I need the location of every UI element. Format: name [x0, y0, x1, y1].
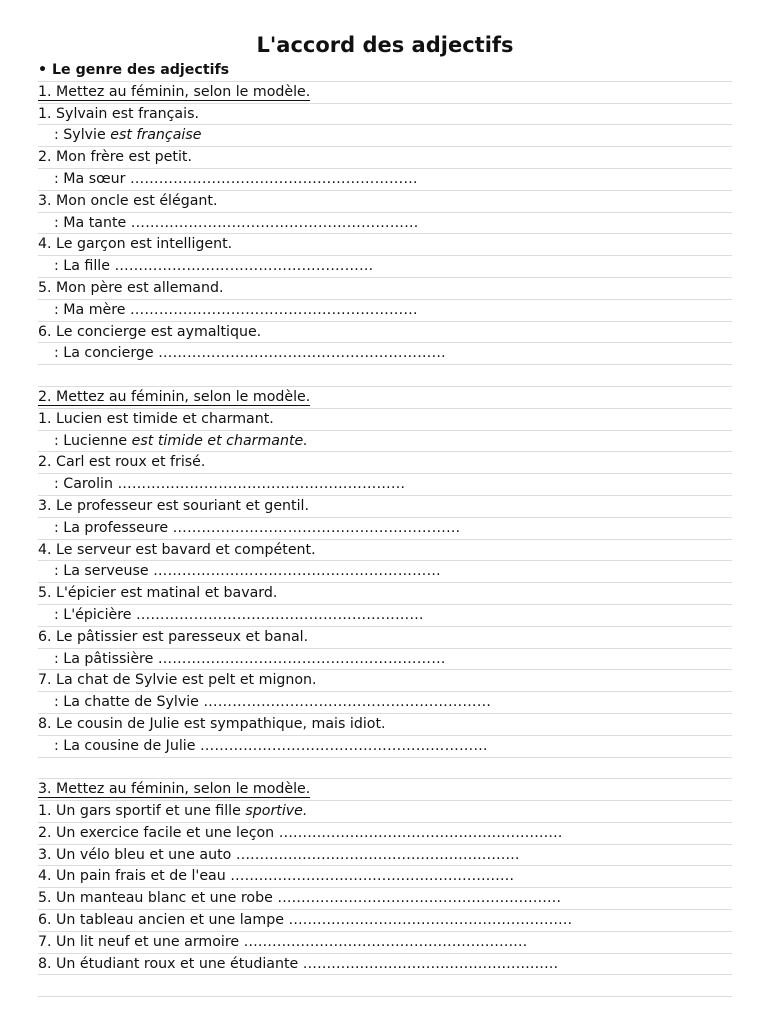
exercise-line: 6. Un tableau ancien et une lampe …………………………………………………… — [38, 910, 732, 932]
line-prefix: : Carolin — [54, 476, 118, 493]
exercise-heading — [38, 387, 732, 409]
answer-line — [38, 518, 732, 540]
exercise-line: 8. Un étudiant roux et une étudiante ……………………………………………… — [38, 954, 732, 976]
exercise-line: 5. Mon père est allemand. — [38, 278, 732, 300]
blank-dots: …………………………………………………… — [130, 214, 419, 231]
exercise-heading — [38, 82, 732, 104]
answer-line — [38, 736, 732, 758]
answer-line — [38, 125, 732, 147]
line-prefix: : Lucienne — [54, 432, 132, 449]
exercise-heading-text: 3. Mettez au féminin, selon le modèle. — [38, 781, 311, 798]
exercise-heading-text: 1. Mettez au féminin, selon le modèle. — [38, 83, 311, 100]
line-prefix: : La cousine de Julie — [54, 737, 200, 754]
answer-line — [38, 649, 732, 671]
line-prefix: : La fille — [54, 258, 115, 275]
blank-dots: …………………………………………………… — [172, 519, 461, 536]
line-prefix: : La professeure — [54, 519, 173, 536]
line-prefix: : Ma mère — [54, 301, 131, 318]
line-prefix: : La concierge — [54, 345, 159, 362]
answer-line — [38, 692, 732, 714]
page-title: L'accord des adjectifs — [256, 33, 514, 57]
exercise-heading — [38, 779, 732, 801]
exercise-line: 5. Un manteau blanc et une robe …………………………………………………… — [38, 888, 732, 910]
blank-dots: …………………………………………………… — [158, 345, 446, 362]
answer-line — [38, 169, 732, 191]
exercise-lines — [38, 60, 732, 997]
line-prefix: : Sylvie — [54, 127, 111, 144]
blank-dots: …………………………………………………… — [129, 170, 418, 187]
line-prefix: : La pâtissière — [54, 650, 158, 667]
exercise-line: 3. Mon oncle est élégant. — [38, 191, 732, 213]
blank-dots: …………………………………………………… — [153, 563, 441, 580]
exercise-line: 7. La chat de Sylvie est pelt et mignon. — [38, 670, 732, 692]
answer-line — [38, 256, 732, 278]
line-prefix: 1. Un gars sportif et une fille — [38, 803, 246, 820]
line-prefix: : Ma tante — [54, 214, 131, 231]
model-answer: est française — [110, 127, 202, 144]
answer-line — [38, 431, 732, 453]
exercise-line: 6. Le concierge est aymaltique. — [38, 322, 732, 344]
empty-line — [38, 975, 732, 997]
answer-line — [38, 343, 732, 365]
blank-dots: …………………………………………………… — [199, 737, 488, 754]
blank-dots: ……………………………………………… — [114, 258, 374, 275]
exercise-heading-text: 2. Mettez au féminin, selon le modèle. — [38, 388, 311, 405]
line-prefix: : La chatte de Sylvie — [54, 694, 204, 711]
exercise-line: 1. Lucien est timide et charmant. — [38, 409, 732, 431]
blank-dots: …………………………………………………… — [117, 476, 406, 493]
exercise-line: 4. Le serveur est bavard et compétent. — [38, 540, 732, 562]
exercise-line — [38, 801, 732, 823]
exercise-line: 2. Un exercice facile et une leçon …………………………………………………… — [38, 823, 732, 845]
model-answer: est timide et charmante. — [131, 432, 308, 449]
exercise-line: 4. Un pain frais et de l'eau …………………………………………………… — [38, 866, 732, 888]
line-prefix: : Ma sœur — [54, 170, 130, 187]
line-prefix: : La serveuse — [54, 563, 154, 580]
line-prefix: : L'épicière — [54, 606, 137, 623]
exercise-line: 8. Le cousin de Julie est sympathique, mais idiot. — [38, 714, 732, 736]
exercise-line: 2. Carl est roux et frisé. — [38, 452, 732, 474]
blank-dots: …………………………………………………… — [203, 694, 492, 711]
answer-line — [38, 605, 732, 627]
blank-dots: …………………………………………………… — [157, 650, 446, 667]
exercise-line: 5. L'épicier est matinal et bavard. — [38, 583, 732, 605]
exercise-line: 6. Le pâtissier est paresseux et banal. — [38, 627, 732, 649]
empty-line — [38, 365, 732, 387]
exercise-line: 2. Mon frère est petit. — [38, 147, 732, 169]
blank-dots: …………………………………………………… — [136, 606, 424, 623]
section-title: • Le genre des adjectifs — [38, 60, 732, 82]
answer-line — [38, 474, 732, 496]
answer-line — [38, 561, 732, 583]
blank-dots: …………………………………………………… — [130, 301, 418, 318]
exercise-line: 7. Un lit neuf et une armoire …………………………………………………… — [38, 932, 732, 954]
exercise-line: 4. Le garçon est intelligent. — [38, 234, 732, 256]
exercise-line: 3. Le professeur est souriant et gentil. — [38, 496, 732, 518]
answer-line — [38, 300, 732, 322]
exercise-line: 1. Sylvain est français. — [38, 104, 732, 126]
empty-line — [38, 758, 732, 780]
exercise-line: 3. Un vélo bleu et une auto …………………………………………………… — [38, 845, 732, 867]
answer-line — [38, 213, 732, 235]
model-answer: sportive. — [245, 803, 308, 820]
